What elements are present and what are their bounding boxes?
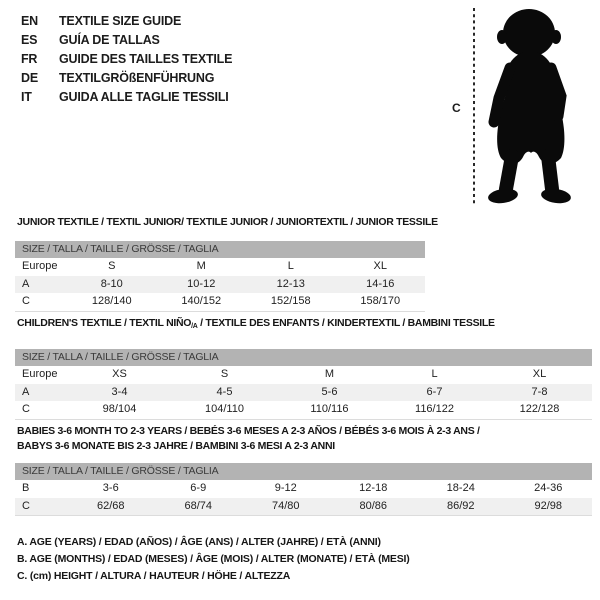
language-row <box>21 50 232 69</box>
children-title-sub: /A <box>191 323 198 330</box>
cell-value: 152/158 <box>270 295 311 307</box>
row-label: C <box>22 403 30 415</box>
baby-foot-left <box>487 187 519 205</box>
row-label: Europe <box>22 260 58 272</box>
cell-value: L <box>431 368 438 380</box>
children-section-title <box>17 317 495 330</box>
language-title-list <box>21 12 232 107</box>
cell-value: 14-16 <box>366 277 395 290</box>
cell-value: 10-12 <box>187 277 216 290</box>
cell-value: 110/116 <box>310 403 349 415</box>
language-code: IT <box>21 90 32 104</box>
cell-value: 140/152 <box>181 295 222 307</box>
cell-value: 74/80 <box>271 499 300 512</box>
babies-size-table <box>15 463 592 516</box>
table-row <box>15 401 592 419</box>
language-row <box>21 12 232 31</box>
cell-value: 86/92 <box>446 499 475 512</box>
cell-value: 116/122 <box>415 403 454 415</box>
baby-leg-right <box>548 156 552 189</box>
cell-value: 92/98 <box>534 499 563 512</box>
cell-value: 104/110 <box>205 403 244 415</box>
table-row <box>15 276 425 294</box>
cell-value: 24-36 <box>534 482 563 494</box>
cell-value: 9-12 <box>274 482 297 494</box>
babies-title-line2: BABYS 3-6 MONATE BIS 2-3 JAHRE / BAMBINI 3-6 MESI A 2-3 ANNI <box>17 440 335 452</box>
cell-value: M <box>196 260 206 272</box>
language-code: EN <box>21 14 38 28</box>
row-label: B <box>22 482 30 494</box>
language-code: FR <box>21 52 38 66</box>
language-row <box>21 69 232 88</box>
table-row <box>15 480 592 498</box>
language-title: GUÍA DE TALLAS <box>59 33 160 47</box>
language-row <box>21 88 232 107</box>
children-table-rows <box>15 366 592 419</box>
cell-value: S <box>108 260 116 272</box>
table-row <box>15 258 425 276</box>
children-title-post: / TEXTILE DES ENFANTS / KINDERTEXTIL / BAMBINI TESSILE <box>197 317 495 329</box>
cell-value: 128/140 <box>91 295 132 307</box>
row-label: Europe <box>22 368 58 380</box>
cell-value: L <box>287 260 294 272</box>
language-title: GUIDA ALLE TAGLIE TESSILI <box>59 90 229 104</box>
language-title: TEXTILGRÖßENFÜHRUNG <box>59 71 215 85</box>
cell-value: 5-6 <box>321 385 338 398</box>
size-header-band: SIZE / TALLA / TAILLE / GRÖSSE / TAGLIA <box>15 463 592 480</box>
baby-ear-right <box>551 30 561 44</box>
children-size-table <box>15 349 592 420</box>
cell-value: 80/86 <box>359 499 388 512</box>
cell-value: 6-9 <box>190 482 207 494</box>
size-header-band: SIZE / TALLA / TAILLE / GRÖSSE / TAGLIA <box>15 349 592 366</box>
cell-value: 18-24 <box>446 482 475 494</box>
language-code: DE <box>21 71 38 85</box>
table-row <box>15 384 592 402</box>
babies-table-rows <box>15 480 592 515</box>
cell-value: 12-18 <box>359 482 388 494</box>
language-code: ES <box>21 33 38 47</box>
table-row <box>15 498 592 516</box>
cell-value: 3-6 <box>102 482 119 494</box>
cell-value: 122/128 <box>519 403 560 415</box>
row-label: A <box>22 277 30 290</box>
babies-title-line1: BABIES 3-6 MONTH TO 2-3 YEARS / BEBÉS 3-6 MESES A 2-3 AÑOS / BÉBÉS 3-6 MOIS À 2-3 ANS / <box>17 425 480 437</box>
height-measure-label: C <box>452 101 461 115</box>
cell-value: 6-7 <box>426 385 443 398</box>
cell-value: 98/104 <box>102 403 137 415</box>
cell-value: 8-10 <box>100 277 123 290</box>
babies-section-title <box>17 424 480 454</box>
footnote-list <box>17 534 410 585</box>
footnote-b: B. AGE (MONTHS) / EDAD (MESES) / ÂGE (MOIS) / ALTER (MONATE) / ETÀ (MESI) <box>17 553 410 565</box>
row-label: C <box>22 295 30 307</box>
cell-value: XL <box>373 260 387 272</box>
cell-value: 158/170 <box>360 295 401 307</box>
table-row <box>15 366 592 384</box>
cell-value: 68/74 <box>184 499 213 512</box>
junior-size-table <box>15 241 425 312</box>
baby-ear-left <box>497 30 507 44</box>
cell-value: M <box>324 368 335 380</box>
language-row <box>21 31 232 50</box>
toddler-silhouette-image <box>479 6 579 206</box>
cell-value: XS <box>112 368 127 380</box>
cell-value: XL <box>532 368 547 380</box>
cell-value: 4-5 <box>216 385 233 398</box>
row-label: A <box>22 385 30 398</box>
baby-foot-right <box>540 187 572 205</box>
cell-value: 62/68 <box>96 499 125 512</box>
footnote-c: C. (cm) HEIGHT / ALTURA / HAUTEUR / HÖHE / ALTEZZA <box>17 570 291 582</box>
table-row <box>15 293 425 311</box>
size-header-band: SIZE / TALLA / TAILLE / GRÖSSE / TAGLIA <box>15 241 425 258</box>
cell-value: 7-8 <box>531 385 548 398</box>
junior-section-title: JUNIOR TEXTILE / TEXTIL JUNIOR/ TEXTILE JUNIOR / JUNIORTEXTIL / JUNIOR TESSILE <box>17 216 438 228</box>
baby-head <box>503 9 555 57</box>
cell-value: 12-13 <box>276 277 305 290</box>
language-title: TEXTILE SIZE GUIDE <box>59 14 182 28</box>
children-title-pre: CHILDREN'S TEXTILE / TEXTIL NIÑO <box>17 317 192 329</box>
row-label: C <box>22 499 30 512</box>
cell-value: S <box>220 368 229 380</box>
baby-leg-left <box>506 156 512 189</box>
cell-value: 3-4 <box>111 385 128 398</box>
language-title: GUIDE DES TAILLES TEXTILE <box>59 52 233 66</box>
junior-table-rows <box>15 258 425 311</box>
footnote-a: A. AGE (YEARS) / EDAD (AÑOS) / ÂGE (ANS) / ALTER (JAHRE) / ETÀ (ANNI) <box>17 536 381 548</box>
